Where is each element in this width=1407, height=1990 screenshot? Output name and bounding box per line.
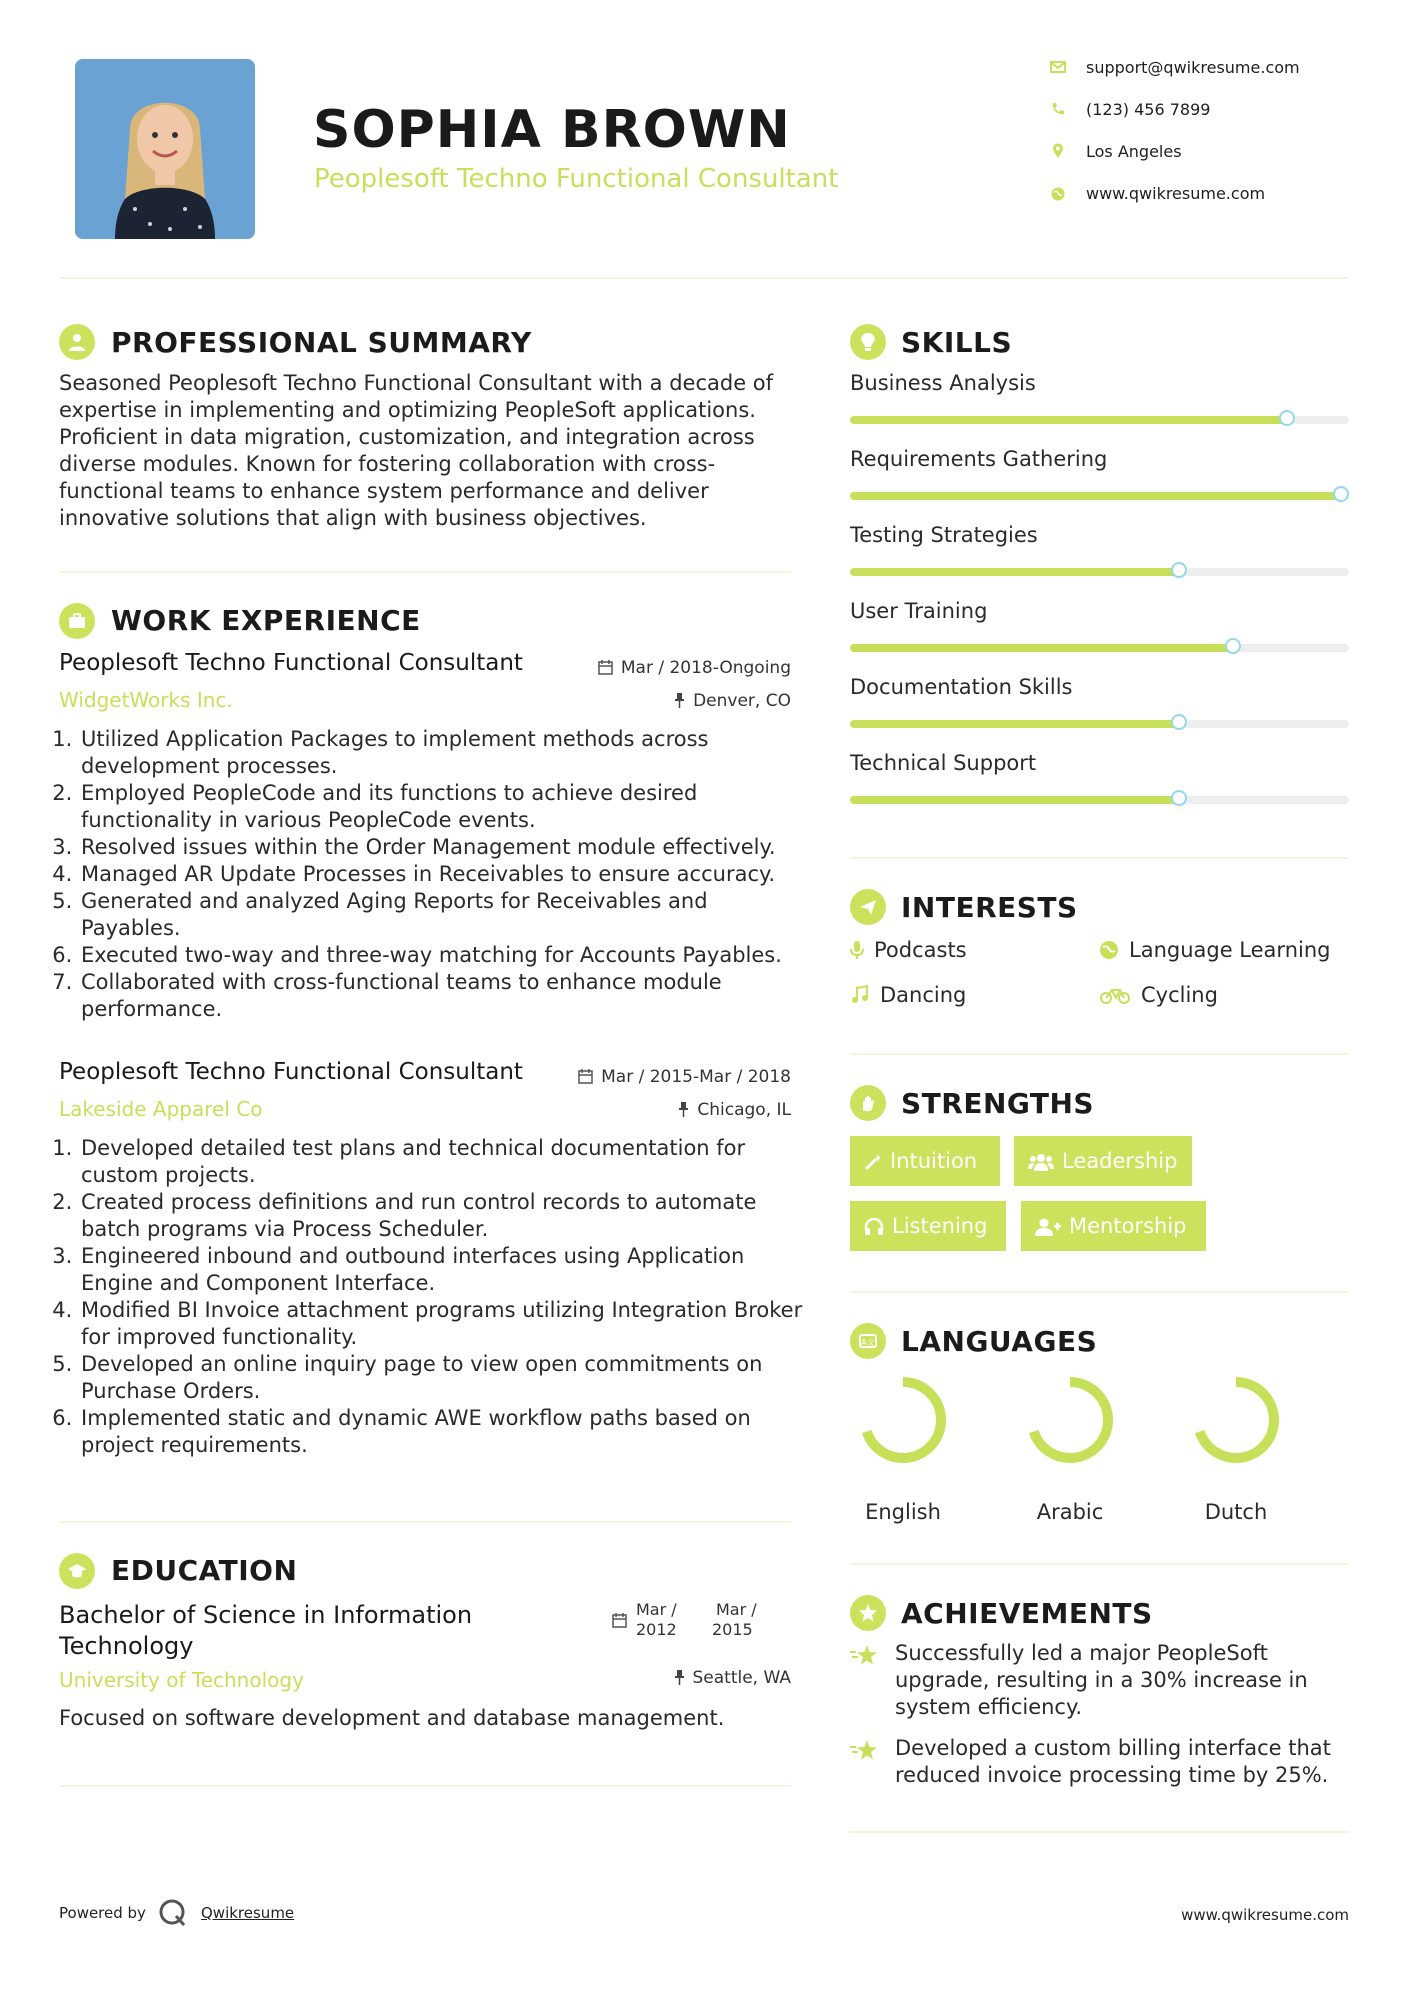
footer-powered-by: Powered by	[59, 1904, 146, 1922]
contact-location-text: Los Angeles	[1086, 142, 1182, 161]
strength-label: Mentorship	[1069, 1214, 1187, 1238]
contact-website-text: www.qwikresume.com	[1086, 184, 1266, 203]
footer-brand-link[interactable]: Qwikresume	[201, 1904, 295, 1922]
skills-heading: SKILLS	[901, 326, 1013, 359]
list-item: 7. Collaborated with cross-functional teams to enhance module performance.	[79, 969, 811, 1023]
job-company: WidgetWorks Inc.	[59, 688, 233, 712]
pin-icon	[674, 1670, 685, 1685]
language-level-arc	[1198, 1382, 1274, 1458]
location-icon	[1052, 143, 1064, 159]
list-item: 5. Developed an online inquiry page to view open commitments on Purchase Orders.	[79, 1351, 811, 1405]
skill-bar-fill	[850, 644, 1233, 652]
job-dates	[578, 1067, 791, 1087]
skill-label: Documentation Skills	[850, 675, 1073, 699]
language-ring	[853, 1370, 953, 1470]
education-divider	[59, 1785, 791, 1787]
interest-dancing	[850, 983, 966, 1007]
list-item: 4. Managed AR Update Processes in Receivables to ensure accuracy.	[79, 861, 811, 888]
job-dates	[598, 658, 791, 678]
skill-label: Testing Strategies	[850, 523, 1038, 547]
paper-plane-icon	[850, 889, 886, 925]
globe-icon	[1099, 940, 1119, 960]
strengths-heading: STRENGTHS	[901, 1087, 1095, 1120]
edu-start-month: Mar /	[636, 1600, 677, 1619]
interest-language-learning	[1099, 938, 1330, 962]
job-title: Peoplesoft Techno Functional Consultant	[59, 1059, 523, 1085]
trophy-icon	[850, 1595, 886, 1631]
globe-icon	[1051, 187, 1065, 201]
list-item: 6. Implemented static and dynamic AWE workflow paths based on project requirements.	[79, 1405, 811, 1459]
job-company: Lakeside Apparel Co	[59, 1097, 263, 1121]
work-divider	[59, 1521, 791, 1523]
list-item: 2. Employed PeopleCode and its functions to achieve desired functionality in various PeopleCode events.	[79, 780, 811, 834]
skill-bar	[850, 568, 1349, 576]
job-title: Peoplesoft Techno Functional Consultant	[59, 650, 523, 676]
list-item: 2. Created process definitions and run control records to automate batch programs via Process Scheduler.	[79, 1189, 811, 1243]
job-location-text: Chicago, IL	[697, 1100, 791, 1120]
languages-divider	[850, 1563, 1349, 1565]
skill-level-knob	[1171, 562, 1187, 578]
edu-start-year: 2012	[636, 1620, 677, 1639]
job-location	[674, 691, 791, 711]
interest-label: Language Learning	[1129, 938, 1331, 962]
education-location	[600, 1668, 791, 1688]
headphones-icon	[864, 1218, 884, 1236]
list-item: 4. Modified BI Invoice attachment programs utilizing Integration Broker for improved functionality.	[79, 1297, 811, 1351]
skill-label: User Training	[850, 599, 988, 623]
hand-icon	[850, 1085, 886, 1121]
users-icon	[1028, 1153, 1054, 1171]
education-heading: EDUCATION	[111, 1554, 298, 1587]
music-icon	[850, 985, 870, 1005]
language-ring	[1186, 1370, 1286, 1470]
work-heading: WORK EXPERIENCE	[111, 604, 421, 637]
summary-heading: PROFESSIONAL SUMMARY	[111, 326, 532, 359]
email-icon	[1050, 61, 1066, 73]
achievement-text: Successfully led a major PeopleSoft upgrade, resulting in a 30% increase in system efficiency.	[895, 1641, 1308, 1719]
skill-level-knob	[1279, 410, 1295, 426]
candidate-title: Peoplesoft Techno Functional Consultant	[314, 164, 839, 194]
strength-label: Leadership	[1062, 1149, 1178, 1173]
strength-intuition	[850, 1136, 1000, 1186]
skill-level-knob	[1171, 790, 1187, 806]
interest-label: Dancing	[880, 983, 967, 1007]
skill-bar-fill	[850, 416, 1287, 424]
summary-text: Seasoned Peoplesoft Techno Functional Consultant with a decade of expertise in implementing and optimizing PeopleSoft applications. Proficient in data migration, customization, and integration across diverse modules. Known for fostering collaboration with cross-functional teams to enhance system performance and deliver innovative solutions that align with business objectives.	[59, 371, 774, 530]
language-label: Arabic	[1036, 1500, 1104, 1524]
user-plus-icon	[1035, 1218, 1061, 1236]
job-location	[678, 1100, 791, 1120]
skill-bar-fill	[850, 492, 1341, 500]
education-location-text: Seattle, WA	[692, 1668, 791, 1688]
skills-divider	[850, 857, 1349, 859]
list-item: 3. Engineered inbound and outbound interfaces using Application Engine and Component Interface.	[79, 1243, 811, 1297]
skill-level-knob	[1225, 638, 1241, 654]
strengths-divider	[850, 1291, 1349, 1293]
svg-text:A文: A文	[861, 1338, 875, 1347]
phone-icon	[1051, 102, 1065, 116]
list-item: 6. Executed two-way and three-way matching for Accounts Payables.	[79, 942, 811, 969]
star-icon	[850, 1739, 880, 1763]
language-label: Dutch	[1204, 1500, 1268, 1524]
user-icon	[59, 324, 95, 360]
skill-label: Requirements Gathering	[850, 447, 1108, 471]
skill-bar	[850, 720, 1349, 728]
job-bullets	[59, 726, 811, 1023]
list-item: 1. Utilized Application Packages to implement methods across development processes.	[79, 726, 811, 780]
language-level-arc	[1032, 1382, 1108, 1458]
skill-level-knob	[1333, 486, 1349, 502]
strength-mentorship	[1021, 1201, 1206, 1251]
achievements-divider	[850, 1831, 1349, 1833]
education-description: Focused on software development and database management.	[59, 1706, 725, 1730]
pin-icon	[674, 693, 685, 708]
achievement-text: Developed a custom billing interface that reduced invoice processing time by 25%.	[895, 1736, 1331, 1787]
contact-email-text: support@qwikresume.com	[1086, 58, 1300, 77]
briefcase-icon	[59, 603, 95, 639]
candidate-name: SOPHIA BROWN	[313, 100, 791, 160]
header-divider	[59, 277, 1349, 279]
footer-url[interactable]: www.qwikresume.com	[1181, 1906, 1349, 1924]
calendar-icon	[598, 660, 613, 675]
list-item: 1. Developed detailed test plans and technical documentation for custom projects.	[79, 1135, 811, 1189]
bicycle-icon	[1099, 985, 1131, 1005]
skill-label: Business Analysis	[850, 371, 1036, 395]
qwikresume-logo-icon	[158, 1898, 188, 1928]
interest-podcasts	[850, 938, 967, 962]
skill-bar-fill	[850, 720, 1179, 728]
pin-icon	[678, 1102, 689, 1117]
achievements-heading: ACHIEVEMENTS	[901, 1597, 1153, 1630]
strength-label: Intuition	[890, 1149, 978, 1173]
magic-wand-icon	[864, 1153, 882, 1171]
interest-label: Cycling	[1141, 983, 1218, 1007]
education-school: University of Technology	[59, 1668, 304, 1692]
skill-level-knob	[1171, 714, 1187, 730]
language-ring	[1020, 1370, 1120, 1470]
graduation-icon	[59, 1553, 95, 1589]
skill-bar-fill	[850, 568, 1179, 576]
language-icon	[850, 1323, 886, 1359]
list-item: 5. Generated and analyzed Aging Reports for Receivables and Payables.	[79, 888, 811, 942]
star-icon	[850, 1644, 880, 1668]
skill-bar-fill	[850, 796, 1179, 804]
edu-end-year: 2015	[712, 1620, 753, 1639]
job-bullets	[59, 1135, 811, 1459]
language-label: English	[865, 1500, 941, 1524]
list-item: 3. Resolved issues within the Order Management module effectively.	[79, 834, 811, 861]
summary-divider	[59, 571, 791, 573]
calendar-icon	[612, 1613, 627, 1628]
edu-end-month: Mar /	[716, 1600, 757, 1619]
strength-listening	[850, 1201, 1006, 1251]
skill-bar	[850, 796, 1349, 804]
skill-bar	[850, 416, 1349, 424]
languages-heading: LANGUAGES	[901, 1325, 1098, 1358]
language-level-arc	[865, 1382, 941, 1458]
interest-cycling	[1099, 983, 1218, 1007]
education-degree: Bachelor of Science in Information Technology	[59, 1601, 473, 1660]
skill-label: Technical Support	[850, 751, 1037, 775]
skill-bar	[850, 492, 1349, 500]
contact-phone-text: (123) 456 7899	[1086, 100, 1211, 119]
calendar-icon	[578, 1069, 593, 1084]
strength-leadership	[1014, 1136, 1192, 1186]
education-dates	[612, 1600, 792, 1644]
microphone-icon	[850, 940, 864, 960]
interest-label: Podcasts	[874, 938, 967, 962]
job-dates-text: Mar / 2015-Mar / 2018	[601, 1067, 791, 1087]
skill-bar	[850, 644, 1349, 652]
strength-label: Listening	[892, 1214, 988, 1238]
job-dates-text: Mar / 2018-Ongoing	[620, 658, 791, 678]
profile-photo	[75, 59, 255, 239]
interests-heading: INTERESTS	[901, 891, 1078, 924]
lightbulb-icon	[850, 324, 886, 360]
job-location-text: Denver, CO	[693, 691, 791, 711]
interests-divider	[850, 1053, 1349, 1055]
